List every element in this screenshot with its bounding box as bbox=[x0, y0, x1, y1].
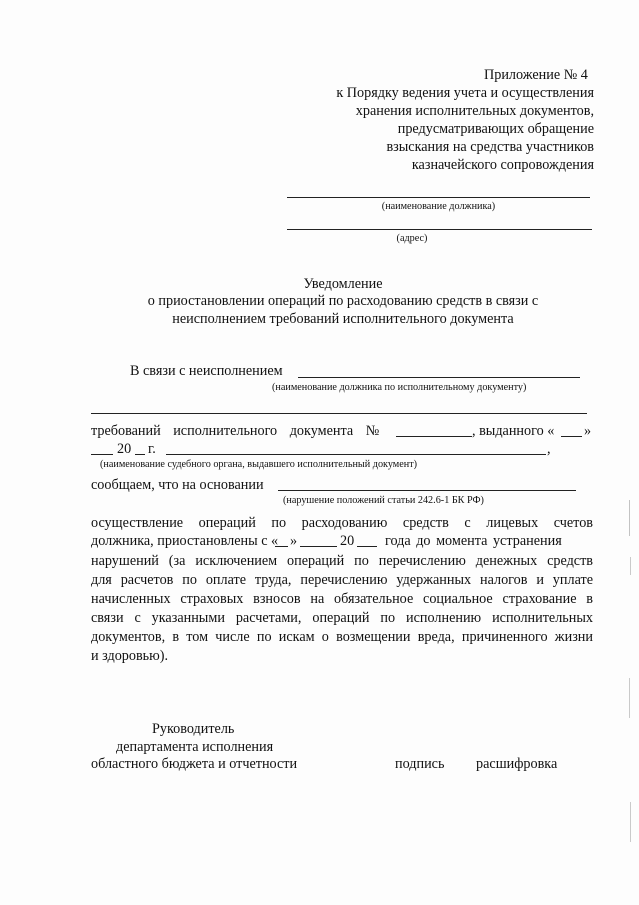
annex-line-5: казначейского сопровождения bbox=[411, 157, 594, 173]
scan-edge-mark bbox=[630, 557, 631, 575]
body-line-2-close: » bbox=[290, 533, 298, 549]
scan-edge-mark bbox=[630, 802, 631, 842]
body-line-4: для расчетов по оплате труда, перечислению удержанных налогов и уплате bbox=[91, 572, 593, 588]
document-number-line bbox=[396, 436, 472, 437]
court-name-line bbox=[166, 454, 546, 455]
body-line-1: осуществление операций по расходованию средств с лицевых счетов bbox=[91, 515, 593, 531]
decode-label: расшифровка bbox=[476, 756, 558, 772]
body-line-2-start: должника, приостановлены с « bbox=[91, 533, 279, 549]
debtor-by-document-caption: (наименование должника по исполнительному документу) bbox=[272, 382, 527, 393]
debtor-continuation-line bbox=[91, 413, 587, 414]
signer-title-line-2: департамента исполнения bbox=[116, 739, 274, 755]
notice-subtitle-line-1: о приостановлении операций по расходованию средств в связи с bbox=[147, 293, 539, 309]
requirements-label: требований исполнительного документа № bbox=[91, 423, 380, 439]
court-line-end: , bbox=[547, 441, 551, 457]
notice-heading: Уведомление bbox=[303, 276, 383, 292]
scan-edge-mark bbox=[629, 678, 630, 718]
inform-basis-label: сообщаем, что на основании bbox=[91, 477, 264, 493]
suspend-day-line bbox=[275, 546, 288, 547]
debtor-name-caption: (наименование должника) bbox=[381, 201, 496, 212]
signature-label: подпись bbox=[395, 756, 445, 772]
annex-line-3: предусматривающих обращение bbox=[397, 121, 594, 137]
body-line-5: начисленных страховых взносов на обязательное социальное страхование в bbox=[91, 591, 593, 607]
debtor-name-line bbox=[287, 197, 590, 198]
issued-year-line bbox=[135, 454, 145, 455]
year-prefix: 20 bbox=[117, 441, 132, 457]
suspend-month-line bbox=[300, 546, 337, 547]
body-line-3: нарушений (за исключением операций по перечислению денежных средств bbox=[91, 553, 593, 569]
body-line-8: и здоровью). bbox=[91, 648, 169, 664]
body-line-2-year: 20 bbox=[340, 533, 355, 549]
violation-line bbox=[278, 490, 576, 491]
signer-title-line-1: Руководитель bbox=[152, 721, 235, 737]
address-line bbox=[287, 229, 592, 230]
signer-title-line-3: областного бюджета и отчетности bbox=[91, 756, 298, 772]
issued-label: , выданного « bbox=[472, 423, 555, 439]
year-suffix: г. bbox=[148, 441, 156, 457]
annex-number: Приложение № 4 bbox=[484, 67, 588, 83]
body-line-2-end: года до момента устранения bbox=[385, 533, 562, 549]
issued-day-line bbox=[561, 436, 582, 437]
in-connection-label: В связи с неисполнением bbox=[130, 363, 283, 379]
annex-line-4: взыскания на средства участников bbox=[386, 139, 594, 155]
annex-line-1: к Порядку ведения учета и осуществления bbox=[336, 85, 594, 101]
notice-subtitle-line-2: неисполнением требований исполнительного документа bbox=[172, 311, 514, 327]
body-line-7: документов, в том числе по искам о возмещении вреда, причиненного жизни bbox=[91, 629, 593, 645]
issued-day-close: » bbox=[584, 423, 592, 439]
suspend-year-line bbox=[357, 546, 377, 547]
scan-edge-mark bbox=[629, 500, 630, 536]
issued-month-line bbox=[91, 454, 113, 455]
annex-line-2: хранения исполнительных документов, bbox=[355, 103, 594, 119]
violation-caption: (нарушение положений статьи 242.6-1 БК РФ) bbox=[283, 495, 484, 506]
court-caption: (наименование судебного органа, выдавшего исполнительный документ) bbox=[100, 459, 418, 470]
address-caption: (адрес) bbox=[396, 233, 428, 244]
body-line-6: связи с указанными расчетами, операций по исполнению исполнительных bbox=[91, 610, 593, 626]
debtor-by-document-line bbox=[298, 377, 580, 378]
